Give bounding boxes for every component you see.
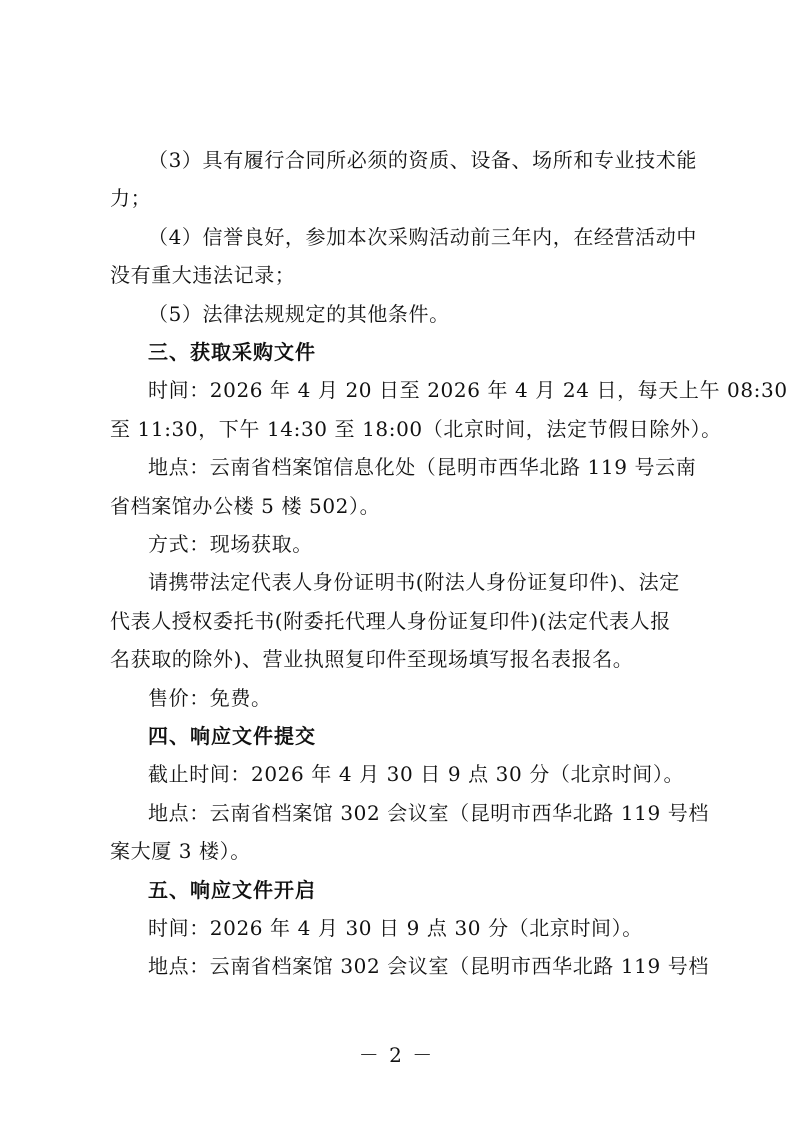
paragraph-line: 名获取的除外)、营业执照复印件至现场填写报名表报名。 <box>110 647 634 671</box>
section-heading: 三、获取采购文件 <box>148 340 316 364</box>
paragraph-line: 地点：云南省档案馆 302 会议室（昆明市西华北路 119 号档 <box>148 954 709 978</box>
paragraph-line: 截止时间：2026 年 4 月 30 日 9 点 30 分（北京时间）。 <box>148 762 685 786</box>
paragraph-line: 地点：云南省档案馆 302 会议室（昆明市西华北路 119 号档 <box>148 801 709 825</box>
paragraph-line: 请携带法定代表人身份证明书(附法人身份证复印件)、法定 <box>148 570 680 594</box>
paragraph-line: （4）信誉良好，参加本次采购活动前三年内，在经营活动中 <box>148 225 697 249</box>
section-heading: 五、响应文件开启 <box>148 878 316 902</box>
paragraph-line: （5）法律法规规定的其他条件。 <box>148 302 450 326</box>
paragraph-line: 方式：现场获取。 <box>148 532 313 556</box>
paragraph-line: 没有重大违法记录； <box>110 263 296 287</box>
section-heading: 四、响应文件提交 <box>148 724 316 748</box>
paragraph-line: 代表人授权委托书(附委托代理人身份证复印件)(法定代表人报 <box>110 609 671 633</box>
paragraph-line: 至 11:30，下午 14:30 至 18:00（北京时间，法定节假日除外）。 <box>110 417 722 441</box>
paragraph-line: 地点：云南省档案馆信息化处（昆明市西华北路 119 号云南 <box>148 455 697 479</box>
paragraph-line: 案大厦 3 楼）。 <box>110 839 251 863</box>
paragraph-line: 时间：2026 年 4 月 30 日 9 点 30 分（北京时间）。 <box>148 916 643 940</box>
paragraph-line: 时间：2026 年 4 月 20 日至 2026 年 4 月 24 日，每天上午 08:30 <box>148 378 788 402</box>
paragraph-line: （3）具有履行合同所必须的资质、设备、场所和专业技术能 <box>148 148 697 172</box>
paragraph-line: 售价：免费。 <box>148 686 272 710</box>
paragraph-line: 力； <box>110 186 152 210</box>
paragraph-line: 省档案馆办公楼 5 楼 502）。 <box>110 494 381 518</box>
page-number: － 2 － <box>358 1043 435 1067</box>
